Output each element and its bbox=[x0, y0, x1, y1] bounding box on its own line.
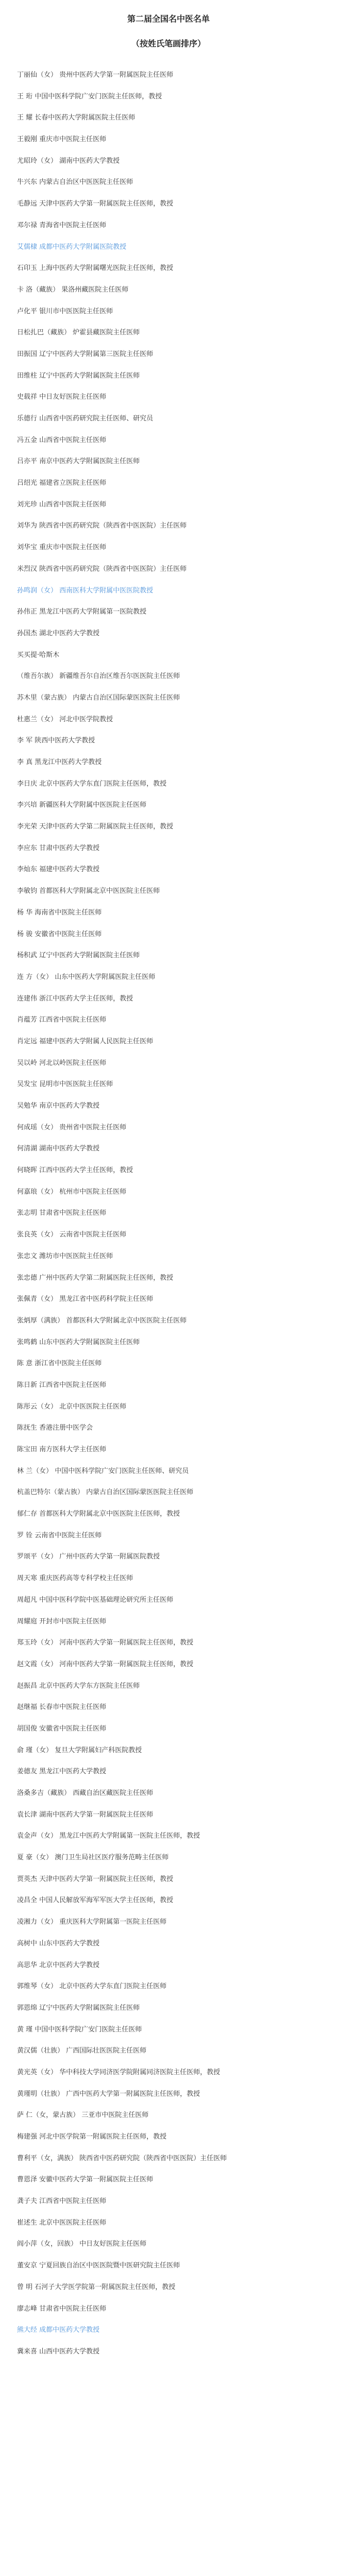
list-item: 杨积武 辽宁中医药大学附属医院主任医师 bbox=[17, 952, 140, 960]
list-item: 吕绍光 福建省立医院主任医师 bbox=[17, 479, 107, 487]
list-item: 赵振昌 北京中医药大学东方医院主任医师 bbox=[17, 1682, 140, 1690]
list-item: 连建伟 浙江中医药大学主任医师，教授 bbox=[17, 994, 133, 1003]
list-item: 郭恩绵 辽宁中医药大学附属医院主任医师 bbox=[17, 2004, 140, 2012]
list-item: 郁仁存 首都医科大学附属北京中医医院主任医师，教授 bbox=[17, 1510, 180, 1518]
list-item: 陈彤云（女） 北京中医医院主任医师 bbox=[17, 1402, 127, 1411]
list-item: 黄汉儒（壮族） 广西国际壮医医院主任医师 bbox=[17, 2047, 147, 2055]
list-item: 苏木里（蒙古族） 内蒙古自治区国际蒙医医院主任医师 bbox=[17, 693, 180, 702]
list-item: 张良英（女） 云南省中医院主任医师 bbox=[17, 1231, 127, 1239]
name-list bbox=[17, 64, 326, 2363]
list-item: 罗 铨 云南省中医院主任医师 bbox=[17, 1531, 102, 1539]
page-subtitle: （按姓氏笔画排序） bbox=[131, 39, 206, 48]
list-item: 张佩青（女） 黑龙江省中医药科学院主任医师 bbox=[17, 1295, 154, 1303]
list-item: 姜德友 黑龙江中医药大学教授 bbox=[17, 1768, 107, 1776]
list-item: 罗颂平（女） 广州中医药大学第一附属医院教授 bbox=[17, 1553, 160, 1561]
list-item: 尤昭玲（女） 湖南中医药大学教授 bbox=[17, 157, 120, 165]
list-item: 张忠文 潍坊市中医医院主任医师 bbox=[17, 1252, 113, 1260]
list-item: 杨 骏 安徽省中医院主任医师 bbox=[17, 930, 102, 938]
list-item: 日松扎巴（藏族） 炉霍县藏医院主任医师 bbox=[17, 329, 140, 337]
list-item: 曹利平（女，满族） 陕西省中医药研究院（陕西省中医医院）主任医师 bbox=[17, 2154, 227, 2162]
list-item: 龚子夫 江西省中医院主任医师 bbox=[17, 2197, 107, 2206]
list-item: 王毅刚 重庆市中医院主任医师 bbox=[17, 135, 107, 144]
list-item: 杨 华 海南省中医院主任医师 bbox=[17, 908, 102, 917]
list-item: 杜惠兰（女） 河北中医学院教授 bbox=[17, 715, 113, 723]
page-title: 第二届全国名中医名单 bbox=[127, 14, 210, 24]
list-item: 何清湖 湖南中医药大学教授 bbox=[17, 1145, 100, 1153]
list-item: 连 方（女） 山东中医药大学附属医院主任医师 bbox=[17, 973, 156, 981]
list-item: 赵继福 长春市中医院主任医师 bbox=[17, 1703, 107, 1711]
list-item: 高思华 北京中医药大学教授 bbox=[17, 1961, 100, 1969]
list-item: 董安京 宁夏回族自治区中医医院暨中医研究院主任医师 bbox=[17, 2262, 180, 2270]
list-item: 阎小萍（女，回族） 中日友好医院主任医师 bbox=[17, 2240, 147, 2248]
list-item: 林 兰（女） 中国中医科学院广安门医院主任医师、研究员 bbox=[17, 1467, 189, 1475]
list-item: 孙国杰 湖北中医药大学教授 bbox=[17, 629, 100, 637]
list-item: 孙伟正 黑龙江中医药大学附属第一医院教授 bbox=[17, 608, 147, 616]
list-item: 李日庆 北京中医药大学东直门医院主任医师，教授 bbox=[17, 779, 167, 788]
list-item: （维吾尔族） 新疆维吾尔自治区维吾尔医医院主任医师 bbox=[17, 672, 180, 681]
list-item: 崔述生 北京中医医院主任医师 bbox=[17, 2218, 107, 2227]
list-item: 周超凡 中国中医科学院中医基础理论研究所主任医师 bbox=[17, 1596, 174, 1604]
list-item: 周天寒 重庆医药高等专科学校主任医师 bbox=[17, 1574, 133, 1583]
list-item: 李兴培 新疆医科大学附属中医医院主任医师 bbox=[17, 801, 147, 809]
list-item: 陈 意 浙江省中医院主任医师 bbox=[17, 1360, 102, 1368]
list-item: 曹恩泽 安徽中医药大学第一附属医院主任医师 bbox=[17, 2176, 154, 2184]
list-item: 肖蕴芳 江西省中医院主任医师 bbox=[17, 1016, 107, 1024]
list-item[interactable]: 孙鸣润（女） 西南医科大学附属中医医院教授 bbox=[17, 586, 154, 595]
list-item: 贾英杰 天津中医药大学第一附属医院主任医师，教授 bbox=[17, 1875, 174, 1883]
list-item: 李光荣 天津中医药大学第二附属医院主任医师，教授 bbox=[17, 823, 174, 831]
list-item: 邓尔禄 青海省中医院主任医师 bbox=[17, 221, 107, 229]
list-item: 张炳厚（满族） 首都医科大学附属北京中医医院主任医师 bbox=[17, 1316, 187, 1325]
list-item: 丁丽仙（女） 贵州中医药大学第一附属医院主任医师 bbox=[17, 71, 174, 79]
list-item: 肖定远 福建中医药大学附属人民医院主任医师 bbox=[17, 1037, 154, 1045]
list-item: 吴以岭 河北以岭医院主任医师 bbox=[17, 1059, 107, 1067]
list-item: 吴勉华 南京中医药大学教授 bbox=[17, 1102, 100, 1110]
list-item: 刘华宝 重庆市中医院主任医师 bbox=[17, 544, 107, 552]
list-item: 毛静远 天津中医药大学第一附属医院主任医师，教授 bbox=[17, 200, 174, 208]
list-item: 张鸣鹤 山东中医药大学附属医院主任医师 bbox=[17, 1338, 140, 1346]
list-item: 郭维琴（女） 北京中医药大学东直门医院主任医师 bbox=[17, 1982, 167, 1991]
list-item: 袁金声（女） 黑龙江中医药大学附属第一医院主任医师，教授 bbox=[17, 1832, 200, 1840]
list-item: 陈宝田 南方医科大学主任医师 bbox=[17, 1446, 107, 1453]
list-item: 陈日新 江西省中医院主任医师 bbox=[17, 1381, 107, 1389]
list-item: 李 军 陕西中医药大学教授 bbox=[17, 737, 95, 745]
list-item: 赵文霞（女） 河南中医药大学第一附属医院主任医师，教授 bbox=[17, 1660, 194, 1668]
list-item: 黄瑾明（壮族） 广西中医药大学第一附属医院主任医师，教授 bbox=[17, 2090, 200, 2098]
list-item: 俞 瑾（女） 复旦大学附属妇产科医院教授 bbox=[17, 1746, 142, 1754]
list-item: 卢化平 银川市中医医院主任医师 bbox=[17, 307, 113, 315]
list-item[interactable]: 熊大经 成都中医药大学教授 bbox=[17, 2326, 100, 2334]
list-item: 王 珩 中国中医科学院广安门医院主任医师，教授 bbox=[17, 92, 162, 100]
list-item: 吕亦平 南京中医药大学附属医院主任医师 bbox=[17, 457, 140, 466]
list-item: 田维柱 辽宁中医药大学附属医院主任医师 bbox=[17, 371, 140, 380]
list-item: 何嘉琅（女） 杭州市中医院主任医师 bbox=[17, 1188, 127, 1196]
list-item: 乐德行 山西省中医药研究院主任医师、研究员 bbox=[17, 415, 154, 422]
list-item: 史载祥 中日友好医院主任医师 bbox=[17, 393, 107, 401]
list-item: 凌湘力（女） 重庆医科大学附属第一医院主任医师 bbox=[17, 1918, 167, 1926]
list-item: 陈抚生 香港注册中医学会 bbox=[17, 1424, 93, 1432]
list-item: 田振国 辽宁中医药大学附属第三医院主任医师 bbox=[17, 350, 154, 358]
list-item: 李灿东 福建中医药大学教授 bbox=[17, 866, 100, 874]
list-item: 袁长津 湖南中医药大学第一附属医院主任医师 bbox=[17, 1810, 154, 1819]
list-item: 郑玉玲（女） 河南中医药大学第一附属医院主任医师，教授 bbox=[17, 1639, 194, 1647]
list-item: 张志明 甘肃省中医院主任医师 bbox=[17, 1209, 107, 1217]
list-item: 李 真 黑龙江中医药大学教授 bbox=[17, 758, 102, 766]
list-item: 买买提·哈斯木 bbox=[17, 651, 60, 659]
list-item[interactable]: 艾儒棣 成都中医药大学附属医院教授 bbox=[17, 243, 127, 251]
list-item: 刘光珍 山西省中医院主任医师 bbox=[17, 500, 107, 509]
list-item: 卡 洛（藏族） 果洛州藏医院主任医师 bbox=[17, 285, 129, 294]
list-item: 刘华为 陕西省中医药研究院（陕西省中医医院）主任医师 bbox=[17, 522, 187, 530]
list-item: 萨 仁（女，蒙古族） 三亚市中医院主任医师 bbox=[17, 2111, 149, 2120]
list-item: 廖志峰 甘肃省中医院主任医师 bbox=[17, 2304, 107, 2313]
list-item: 凌昌全 中国人民解放军海军军医大学主任医师，教授 bbox=[17, 1896, 174, 1905]
list-item: 何晓晖 江西中医药大学主任医师，教授 bbox=[17, 1166, 133, 1175]
list-item: 王 耀 长春中医药大学附属医院主任医师 bbox=[17, 114, 136, 122]
list-item: 吴发宝 昆明市中医医院主任医师 bbox=[17, 1080, 113, 1089]
list-item: 黄 瑾 中国中医科学院广安门医院主任医师 bbox=[17, 2025, 142, 2033]
list-item: 李应东 甘肃中医药大学教授 bbox=[17, 844, 100, 852]
list-item: 牛兴东 内蒙古自治区中医医院主任医师 bbox=[17, 178, 133, 187]
list-item: 胡国俊 安徽省中医院主任医师 bbox=[17, 1724, 107, 1733]
list-item: 米烈汉 陕西省中医药研究院（陕西省中医医院）主任医师 bbox=[17, 565, 187, 573]
list-item: 冀来喜 山西中医药大学教授 bbox=[17, 2347, 100, 2355]
list-item: 杭盖巴特尔（蒙古族） 内蒙古自治区国际蒙医医院主任医师 bbox=[17, 1488, 194, 1497]
list-item: 何成瑶（女） 贵州省中医院主任医师 bbox=[17, 1123, 127, 1131]
list-item: 黄光英（女） 华中科技大学同济医学院附属同济医院主任医师，教授 bbox=[17, 2068, 221, 2076]
list-item: 曾 明 石河子大学医学院第一附属医院主任医师，教授 bbox=[17, 2283, 176, 2291]
list-item: 梅建强 河北中医学院第一附属医院主任医师，教授 bbox=[17, 2133, 167, 2141]
list-item: 洛桑多吉（藏族） 西藏自治区藏医院主任医师 bbox=[17, 1789, 154, 1797]
list-item: 李敏钧 首都医科大学附属北京中医医院主任医师 bbox=[17, 887, 160, 895]
list-item: 夏 豪（女） 澳门卫生局社区医疗服务范畴主任医师 bbox=[17, 1854, 169, 1862]
list-item: 冯五金 山西省中医院主任医师 bbox=[17, 436, 107, 444]
list-item: 张忠德 广州中医药大学第二附属医院主任医师，教授 bbox=[17, 1274, 174, 1282]
list-item: 石印玉 上海中医药大学附属曙光医院主任医师，教授 bbox=[17, 264, 174, 273]
list-item: 周耀庭 开封市中医院主任医师 bbox=[17, 1617, 107, 1625]
list-item: 高树中 山东中医药大学教授 bbox=[17, 1939, 100, 1947]
